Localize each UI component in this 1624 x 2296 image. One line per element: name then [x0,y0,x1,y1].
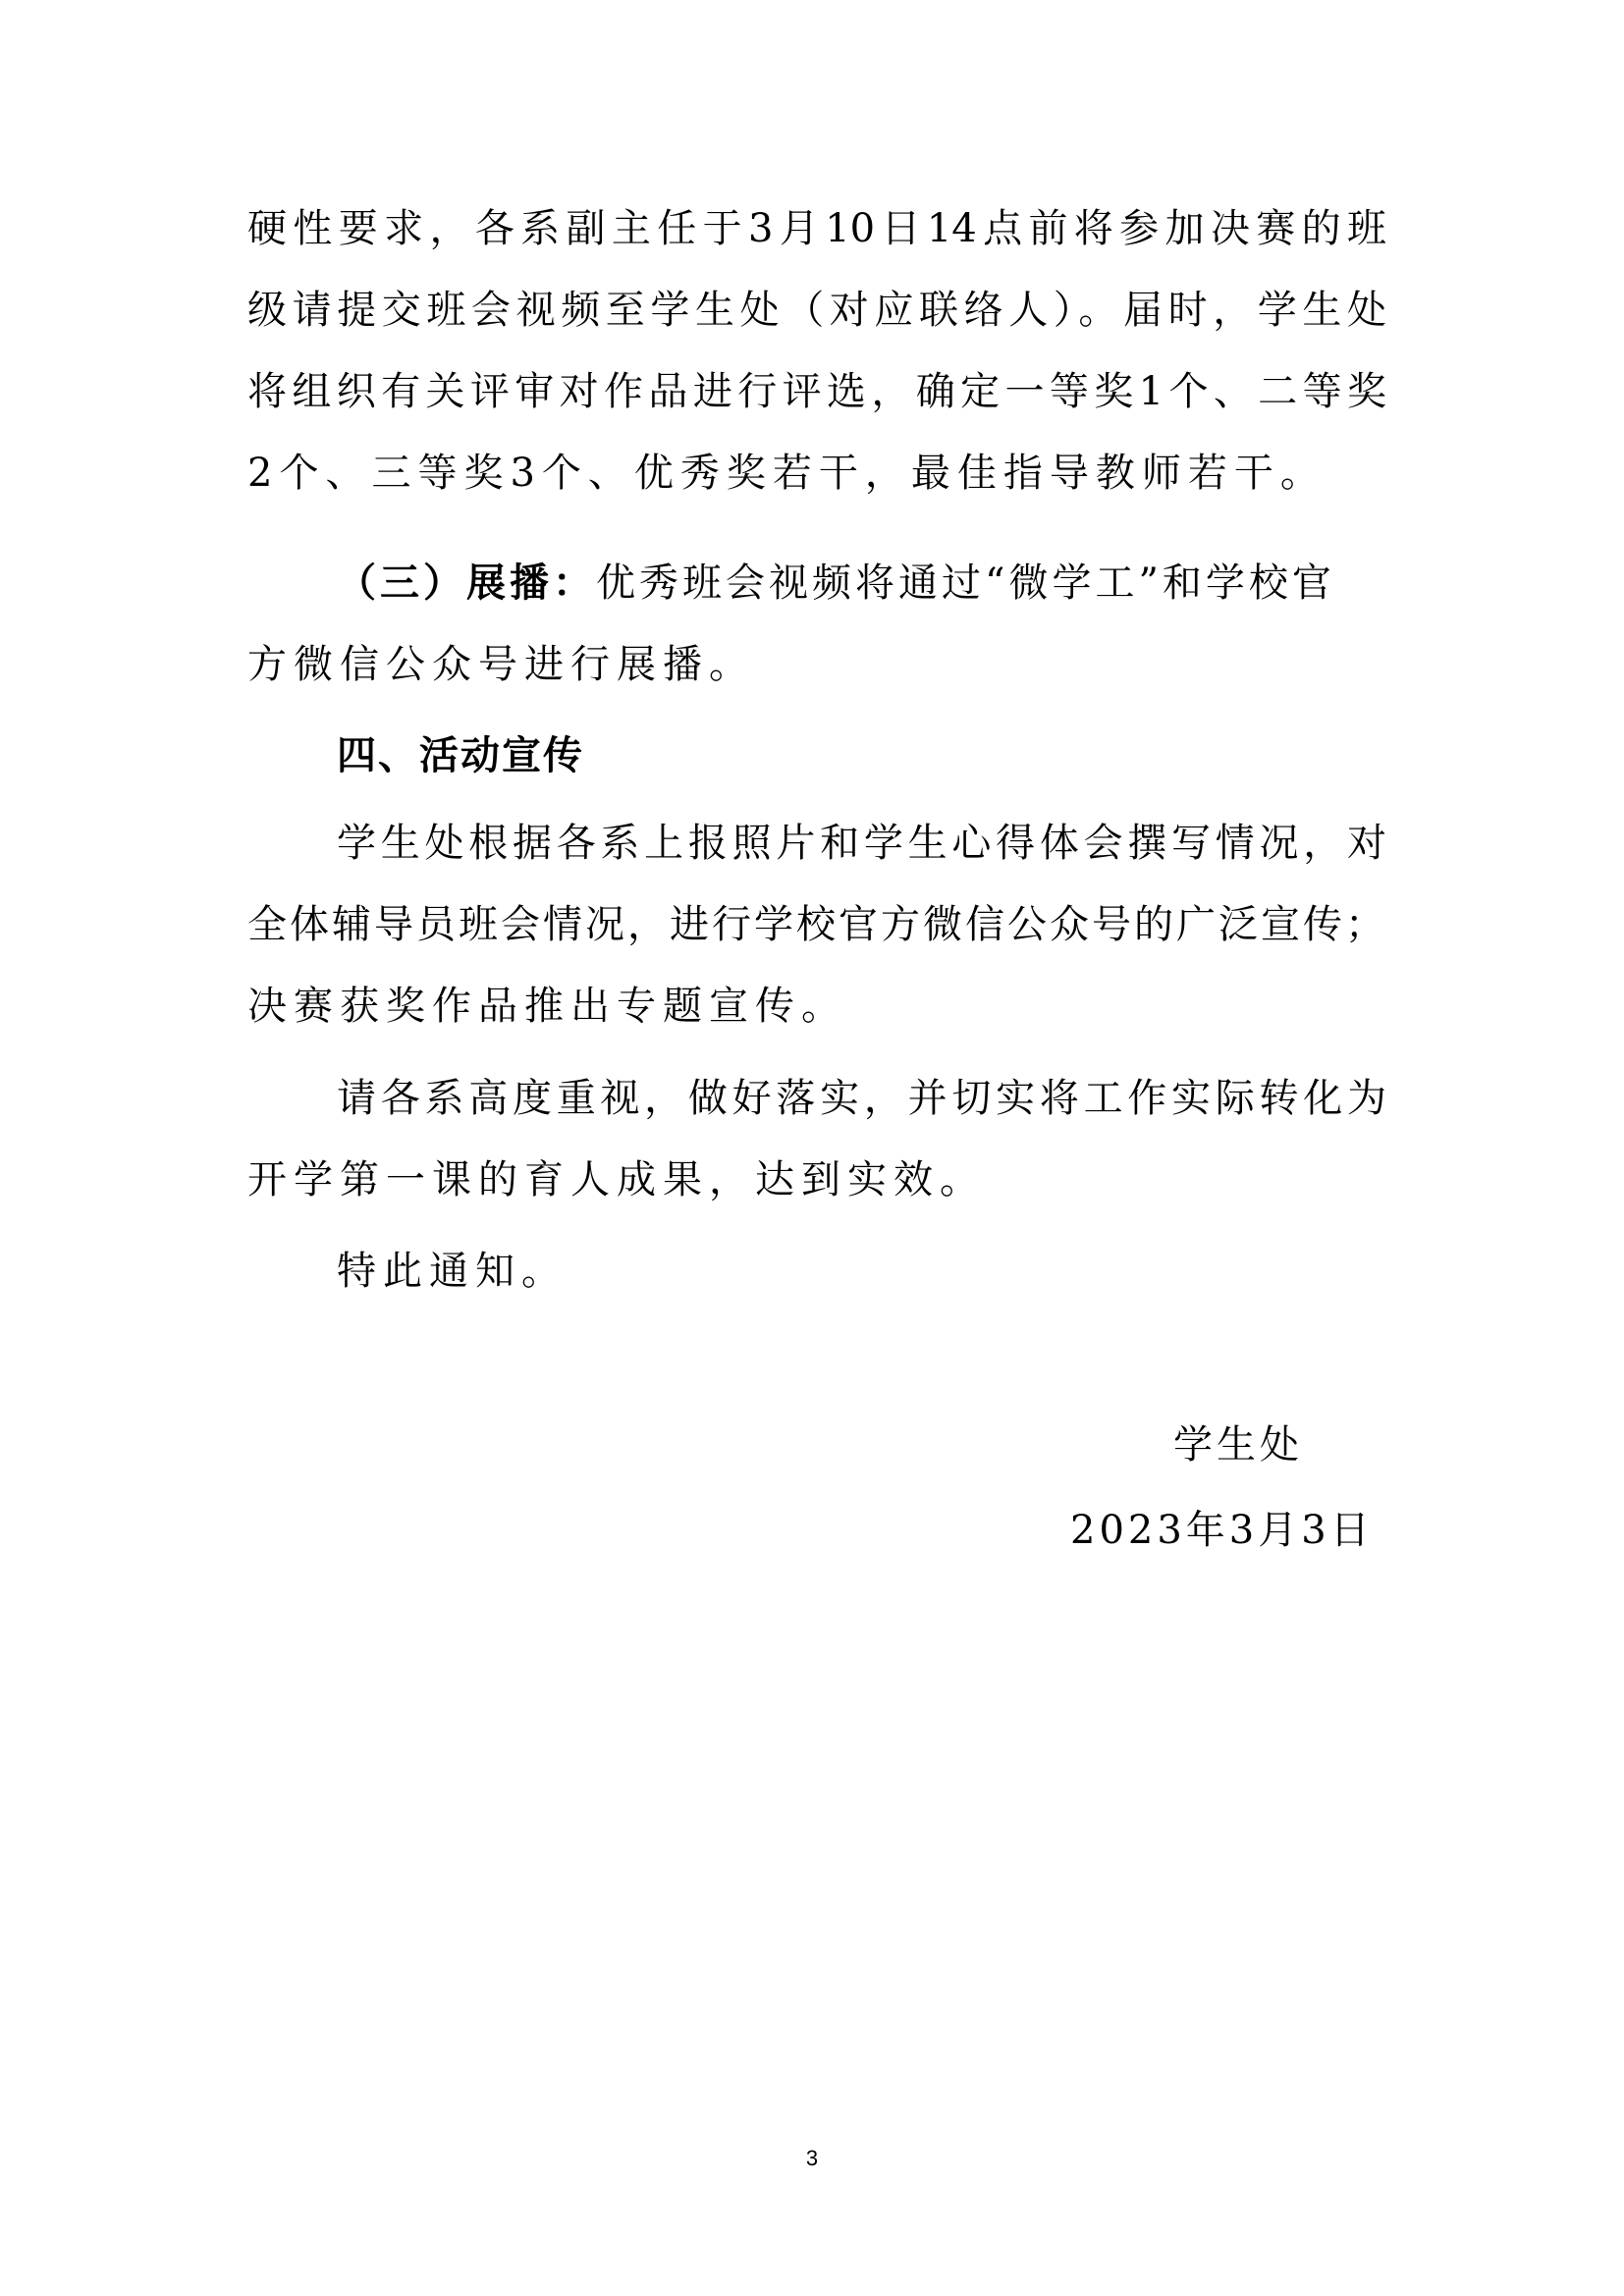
issue-date: 2023年3月3日 [1070,1508,1374,1553]
page-number: 3 [805,2146,819,2170]
body-line: 2个、三等奖3个、优秀奖若干，最佳指导教师若干。 [247,451,1326,496]
body-line: 级请提交班会视频至学生处（对应联络人）。届时，学生处 [247,288,1386,333]
section-heading: 四、活动宣传 [337,732,584,778]
subsection-text: 优秀班会视频将通过“微学工”和学校官 [596,561,1335,606]
body-line: 请各系高度重视，做好落实，并切实将工作实际转化为 [337,1076,1386,1121]
body-line: 开学第一课的育人成果，达到实效。 [247,1157,986,1202]
body-line: 全体辅导员班会情况，进行学校官方微信公众号的广泛宣传； [247,902,1387,947]
subsection-line [337,556,1386,611]
body-line: 将组织有关评审对作品进行评选，确定一等奖1个、二等奖 [247,369,1386,414]
issuer-name: 学生处 [1173,1422,1303,1468]
body-line: 学生处根据各系上报照片和学生心得体会撰写情况，对 [337,821,1386,866]
body-line: 方微信公众号进行展播。 [247,642,755,687]
body-line: 硬性要求，各系副主任于3月10日14点前将参加决赛的班 [247,206,1386,251]
body-line: 决赛获奖作品推出专题宣传。 [247,984,847,1029]
subsection-lead: （三）展播： [337,560,596,606]
closing-text: 特此通知。 [337,1249,568,1294]
